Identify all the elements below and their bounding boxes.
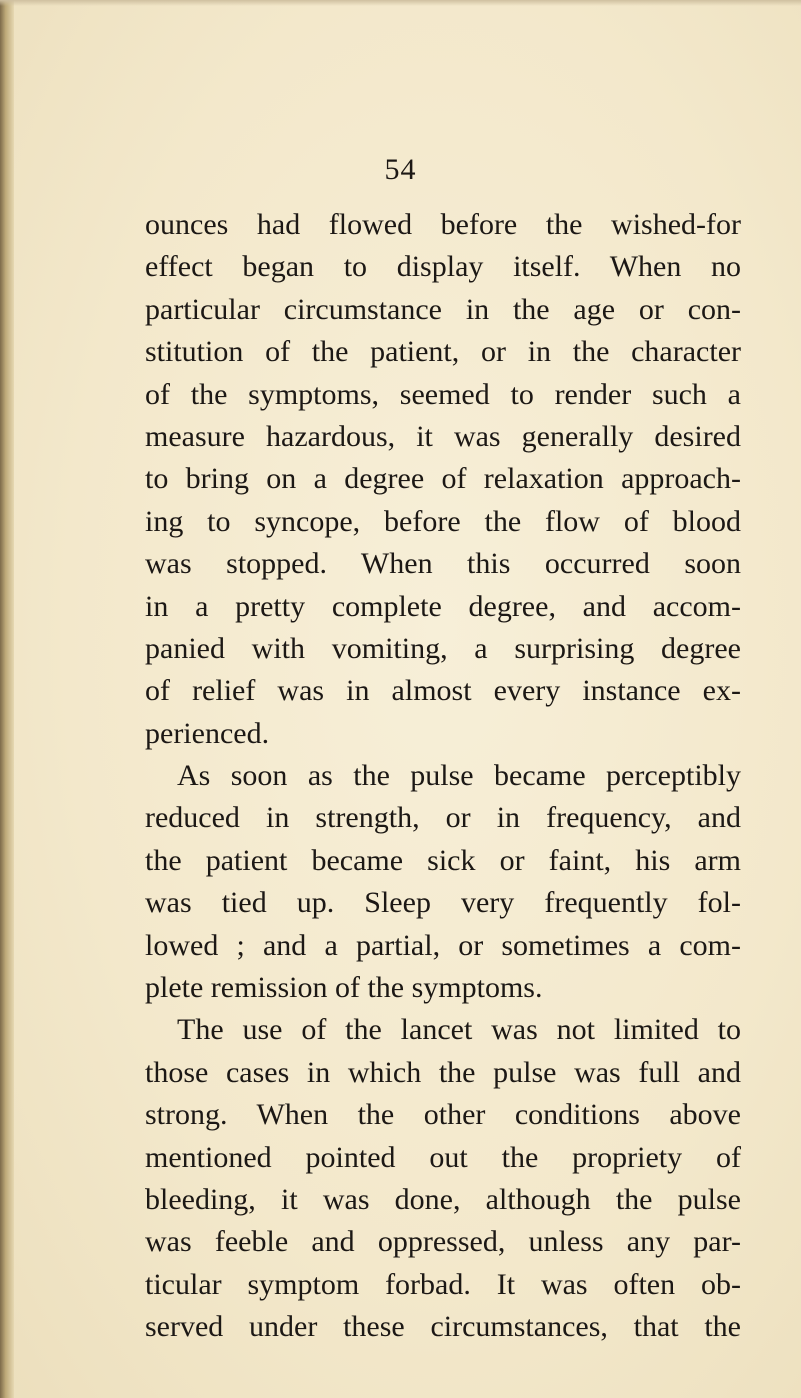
text-line: panied with vomiting, a surprising degree	[145, 631, 741, 665]
text-line: was stopped. When this occurred soon	[145, 547, 741, 581]
text-line: bleeding, it was done, although the pulse	[145, 1182, 741, 1216]
text-line: ticular symptom forbad. It was often ob-	[145, 1267, 741, 1301]
text-line: served under these circumstances, that the	[145, 1310, 741, 1344]
text-line: particular circumstance in the age or con-	[145, 292, 741, 326]
page-binding-shadow	[0, 0, 14, 1398]
text-line: strong. When the other conditions above	[145, 1098, 741, 1132]
text-line: was tied up. Sleep very frequently fol-	[145, 886, 741, 920]
paragraph-start-line: As soon as the pulse became perceptibly	[177, 759, 741, 793]
text-line: stitution of the patient, or in the character	[145, 335, 741, 369]
page-number: 54	[384, 153, 417, 186]
text-line: of the symptoms, seemed to render such a	[145, 377, 741, 411]
paragraph-end-line: plete remission of the symptoms.	[145, 971, 543, 1005]
text-line: in a pretty complete degree, and accom-	[145, 589, 741, 623]
text-line: reduced in strength, or in frequency, and	[145, 801, 741, 835]
paragraph-end-line: perienced.	[145, 716, 270, 750]
text-line: to bring on a degree of relaxation approach-	[145, 462, 741, 496]
text-line: of relief was in almost every instance ex-	[145, 674, 741, 708]
text-line: ing to syncope, before the flow of blood	[145, 504, 741, 538]
body-text	[145, 204, 741, 1349]
page-top-edge	[0, 0, 801, 6]
text-line: was feeble and oppressed, unless any par-	[145, 1225, 741, 1259]
text-line: lowed ; and a partial, or sometimes a com-	[145, 928, 741, 962]
text-line: ounces had flowed before the wished-for	[145, 208, 741, 241]
text-line: those cases in which the pulse was full and	[145, 1055, 741, 1089]
paragraph-start-line: The use of the lancet was not limited to	[177, 1013, 741, 1047]
text-line: the patient became sick or faint, his arm	[145, 843, 741, 877]
text-line: measure hazardous, it was generally desired	[145, 419, 741, 453]
text-line: mentioned pointed out the propriety of	[145, 1140, 741, 1174]
text-line: effect began to display itself. When no	[145, 250, 741, 284]
